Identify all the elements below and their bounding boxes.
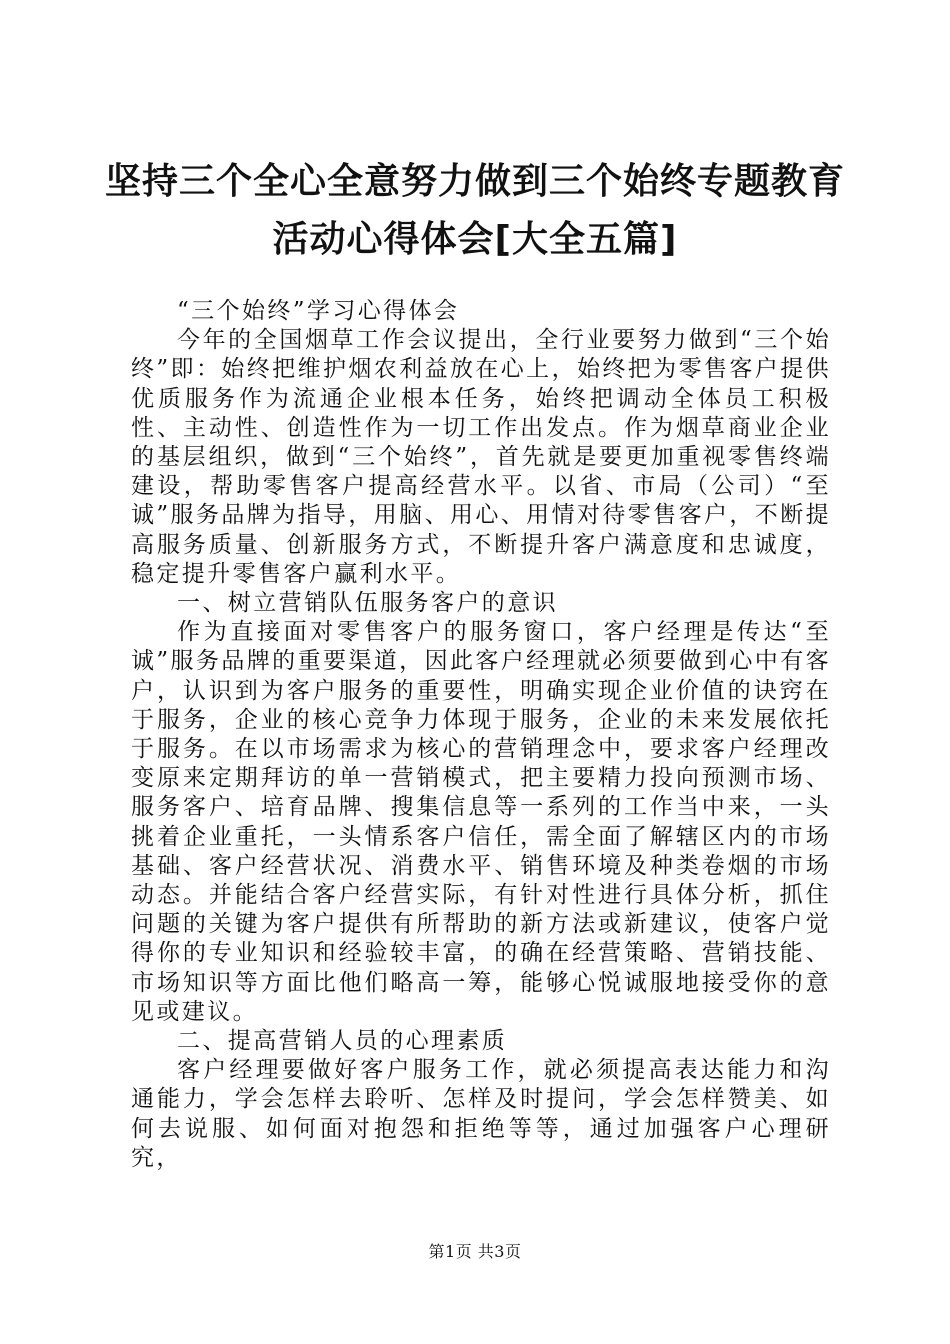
section-heading-1: 一、树立营销队伍服务客户的意识 xyxy=(177,590,558,617)
document-title-line-2: 活动心得体会[大全五篇] xyxy=(272,219,678,260)
section-heading-2: 二、提高营销人员的心理素质 xyxy=(177,1028,508,1055)
paragraph-section-1: 作为直接面对零售客户的服务窗口，客户经理是传达“至诚”服务品牌的重要渠道，因此客户经理就必须要做到心中有客户，认识到为客户服务的重要性，明确实现企业价值的诀窍在于服务，企业的核心竞争力体现于服务，企业的未来发展依托于服务。在以市场需求为核心的营销理念中，要求客户经理改变原来定期拜访的单一营销模式，把主要精力投向预测市场、服务客户、培育品牌、搜集信息等一系列的工作当中来，一头挑着企业重托，一头情系客户信任，需全面了解辖区内的市场基础、客户经营状况、消费水平、销售环境及种类卷烟的市场动态。并能结合客户经营实际，有针对性进行具体分析，抓住问题的关键为客户提供有所帮助的新方法或新建议，使客户觉得你的专业知识和经验较丰富，的确在经营策略、营销技能、市场知识等方面比他们略高一筹，能够心悦诚服地接受你的意见或建议。 xyxy=(131,619,831,1025)
page-footer: 第1页 共3页 xyxy=(428,1242,522,1261)
paragraph-section-2: 客户经理要做好客户服务工作，就必须提高表达能力和沟通能力，学会怎样去聆听、怎样及时提问，学会怎样赞美、如何去说服、如何面对抱怨和拒绝等等，通过加强客户心理研究， xyxy=(131,1057,831,1171)
document-body xyxy=(131,297,831,1173)
paragraph-intro: 今年的全国烟草工作会议提出，全行业要努力做到“三个始终”即：始终把维护烟农利益放在心上，始终把为零售客户提供优质服务作为流通企业根本任务，始终把调动全体员工积极性、主动性、创造性作为一切工作出发点。作为烟草商业企业的基层组织，做到“三个始终”，首先就是要更加重视零售终端建设，帮助零售客户提高经营水平。以省、市局（公司）“至诚”服务品牌为指导，用脑、用心、用情对待零售客户，不断提高服务质量、创新服务方式，不断提升客户满意度和忠诚度，稳定提升零售客户赢利水平。 xyxy=(131,327,831,587)
document-title-line-1: 坚持三个全心全意努力做到三个始终专题教育 xyxy=(104,161,845,202)
document-subtitle: “三个始终”学习心得体会 xyxy=(177,298,460,324)
